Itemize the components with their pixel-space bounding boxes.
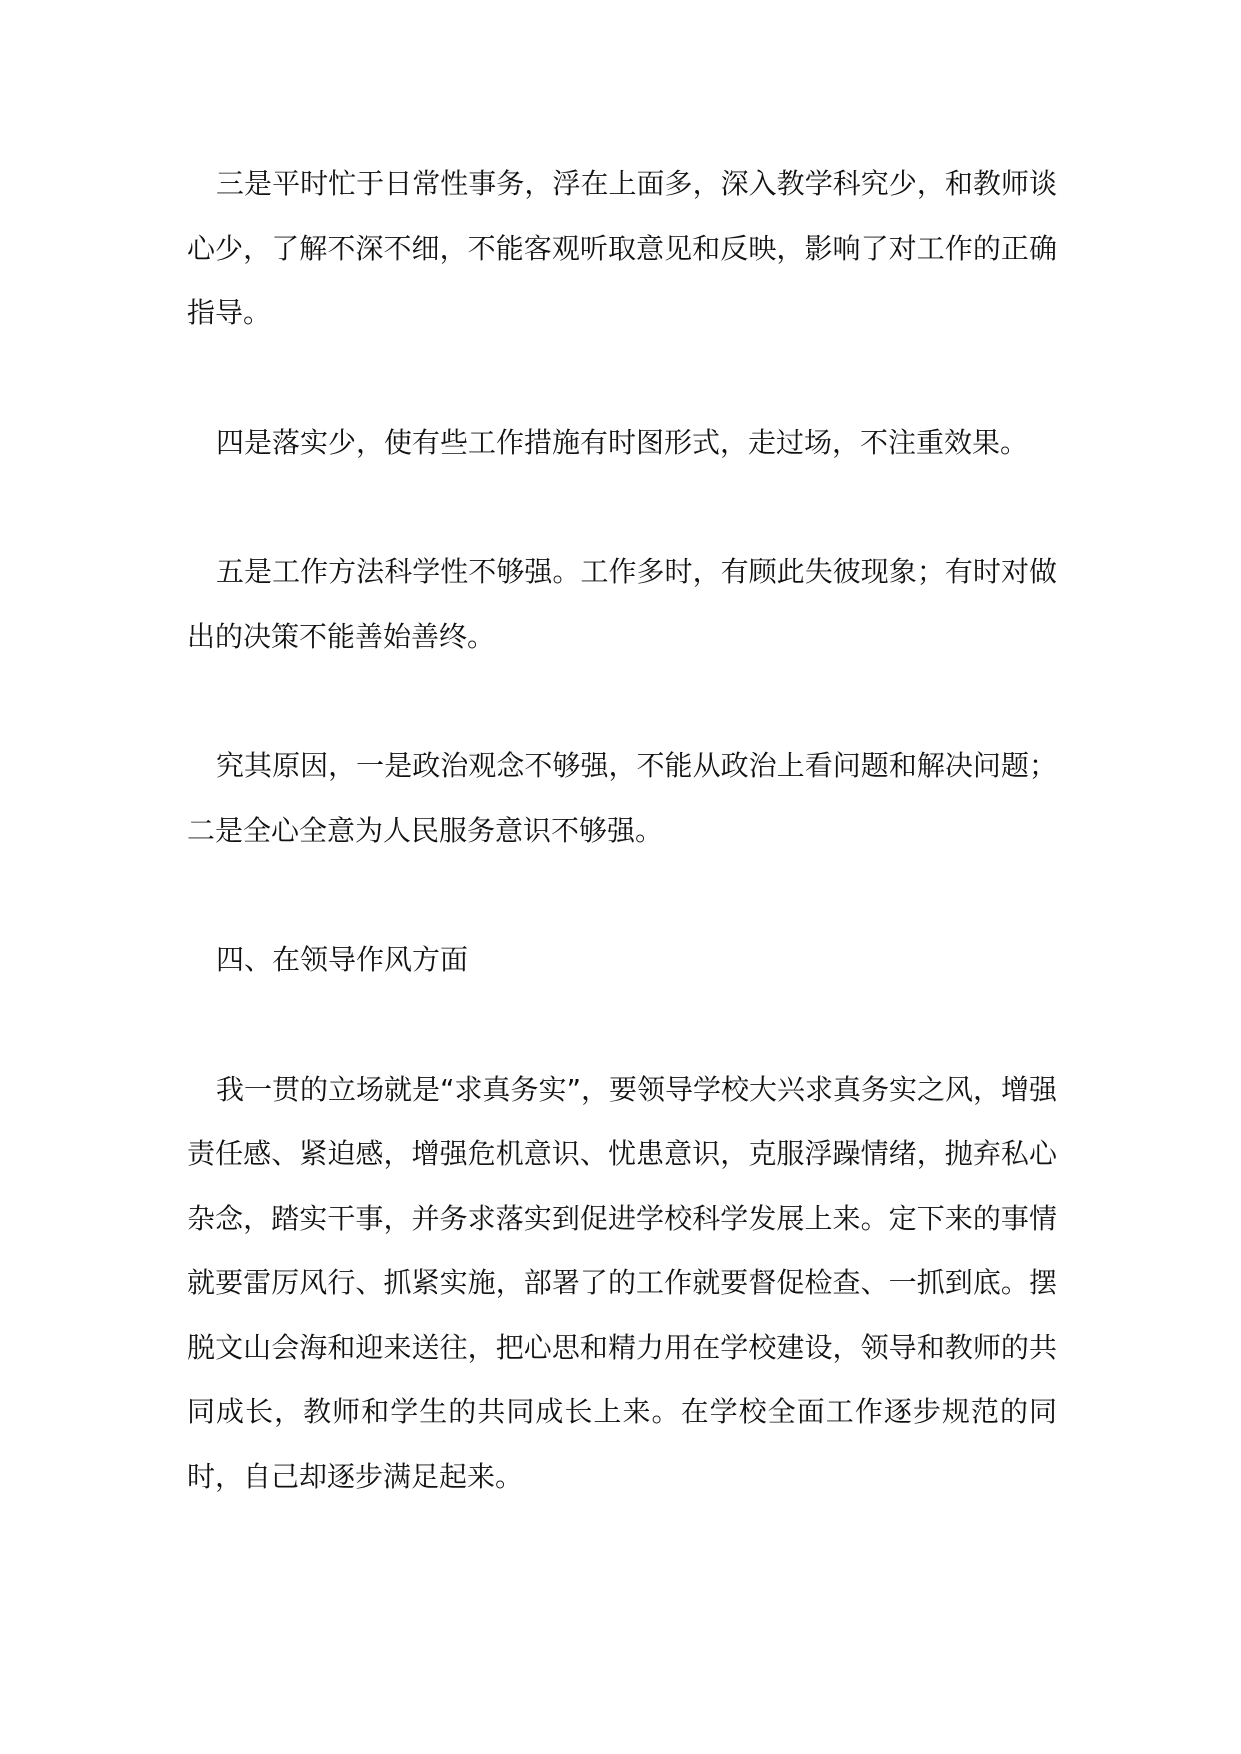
paragraph-root-causes: 究其原因，一是政治观念不够强，不能从政治上看问题和解决问题；二是全心全意为人民服务意识不够强。 xyxy=(187,749,1057,847)
paragraph-point-five: 五是工作方法科学性不够强。工作多时，有顾此失彼现象；有时对做出的决策不能善始善终。 xyxy=(187,555,1057,653)
document-body xyxy=(187,152,1057,1574)
paragraph-leadership-style: 我一贯的立场就是“求真务实”，要领导学校大兴求真务实之风，增强责任感、紧迫感，增强危机意识、忧患意识，克服浮躁情绪，抛弃私心杂念，踏实干事，并务求落实到促进学校科学发展上来。定下来的事情就要雷厉风行、抓紧实施，部署了的工作就要督促检查、一抓到底。摆脱文山会海和迎来送往，把心思和精力用在学校建设，领导和教师的共同成长，教师和学生的共同成长上来。在学校全面工作逐步规范的同时，自己却逐步满足起来。 xyxy=(187,1072,1058,1493)
paragraph-point-four: 四是落实少，使有些工作措施有时图形式，走过场，不注重效果。 xyxy=(216,425,1029,459)
paragraph-point-three: 三是平时忙于日常性事务，浮在上面多，深入教学科究少，和教师谈心少，了解不深不细，不能客观听取意见和反映，影响了对工作的正确指导。 xyxy=(187,167,1057,329)
section-heading: 四、在领导作风方面 xyxy=(216,943,469,976)
